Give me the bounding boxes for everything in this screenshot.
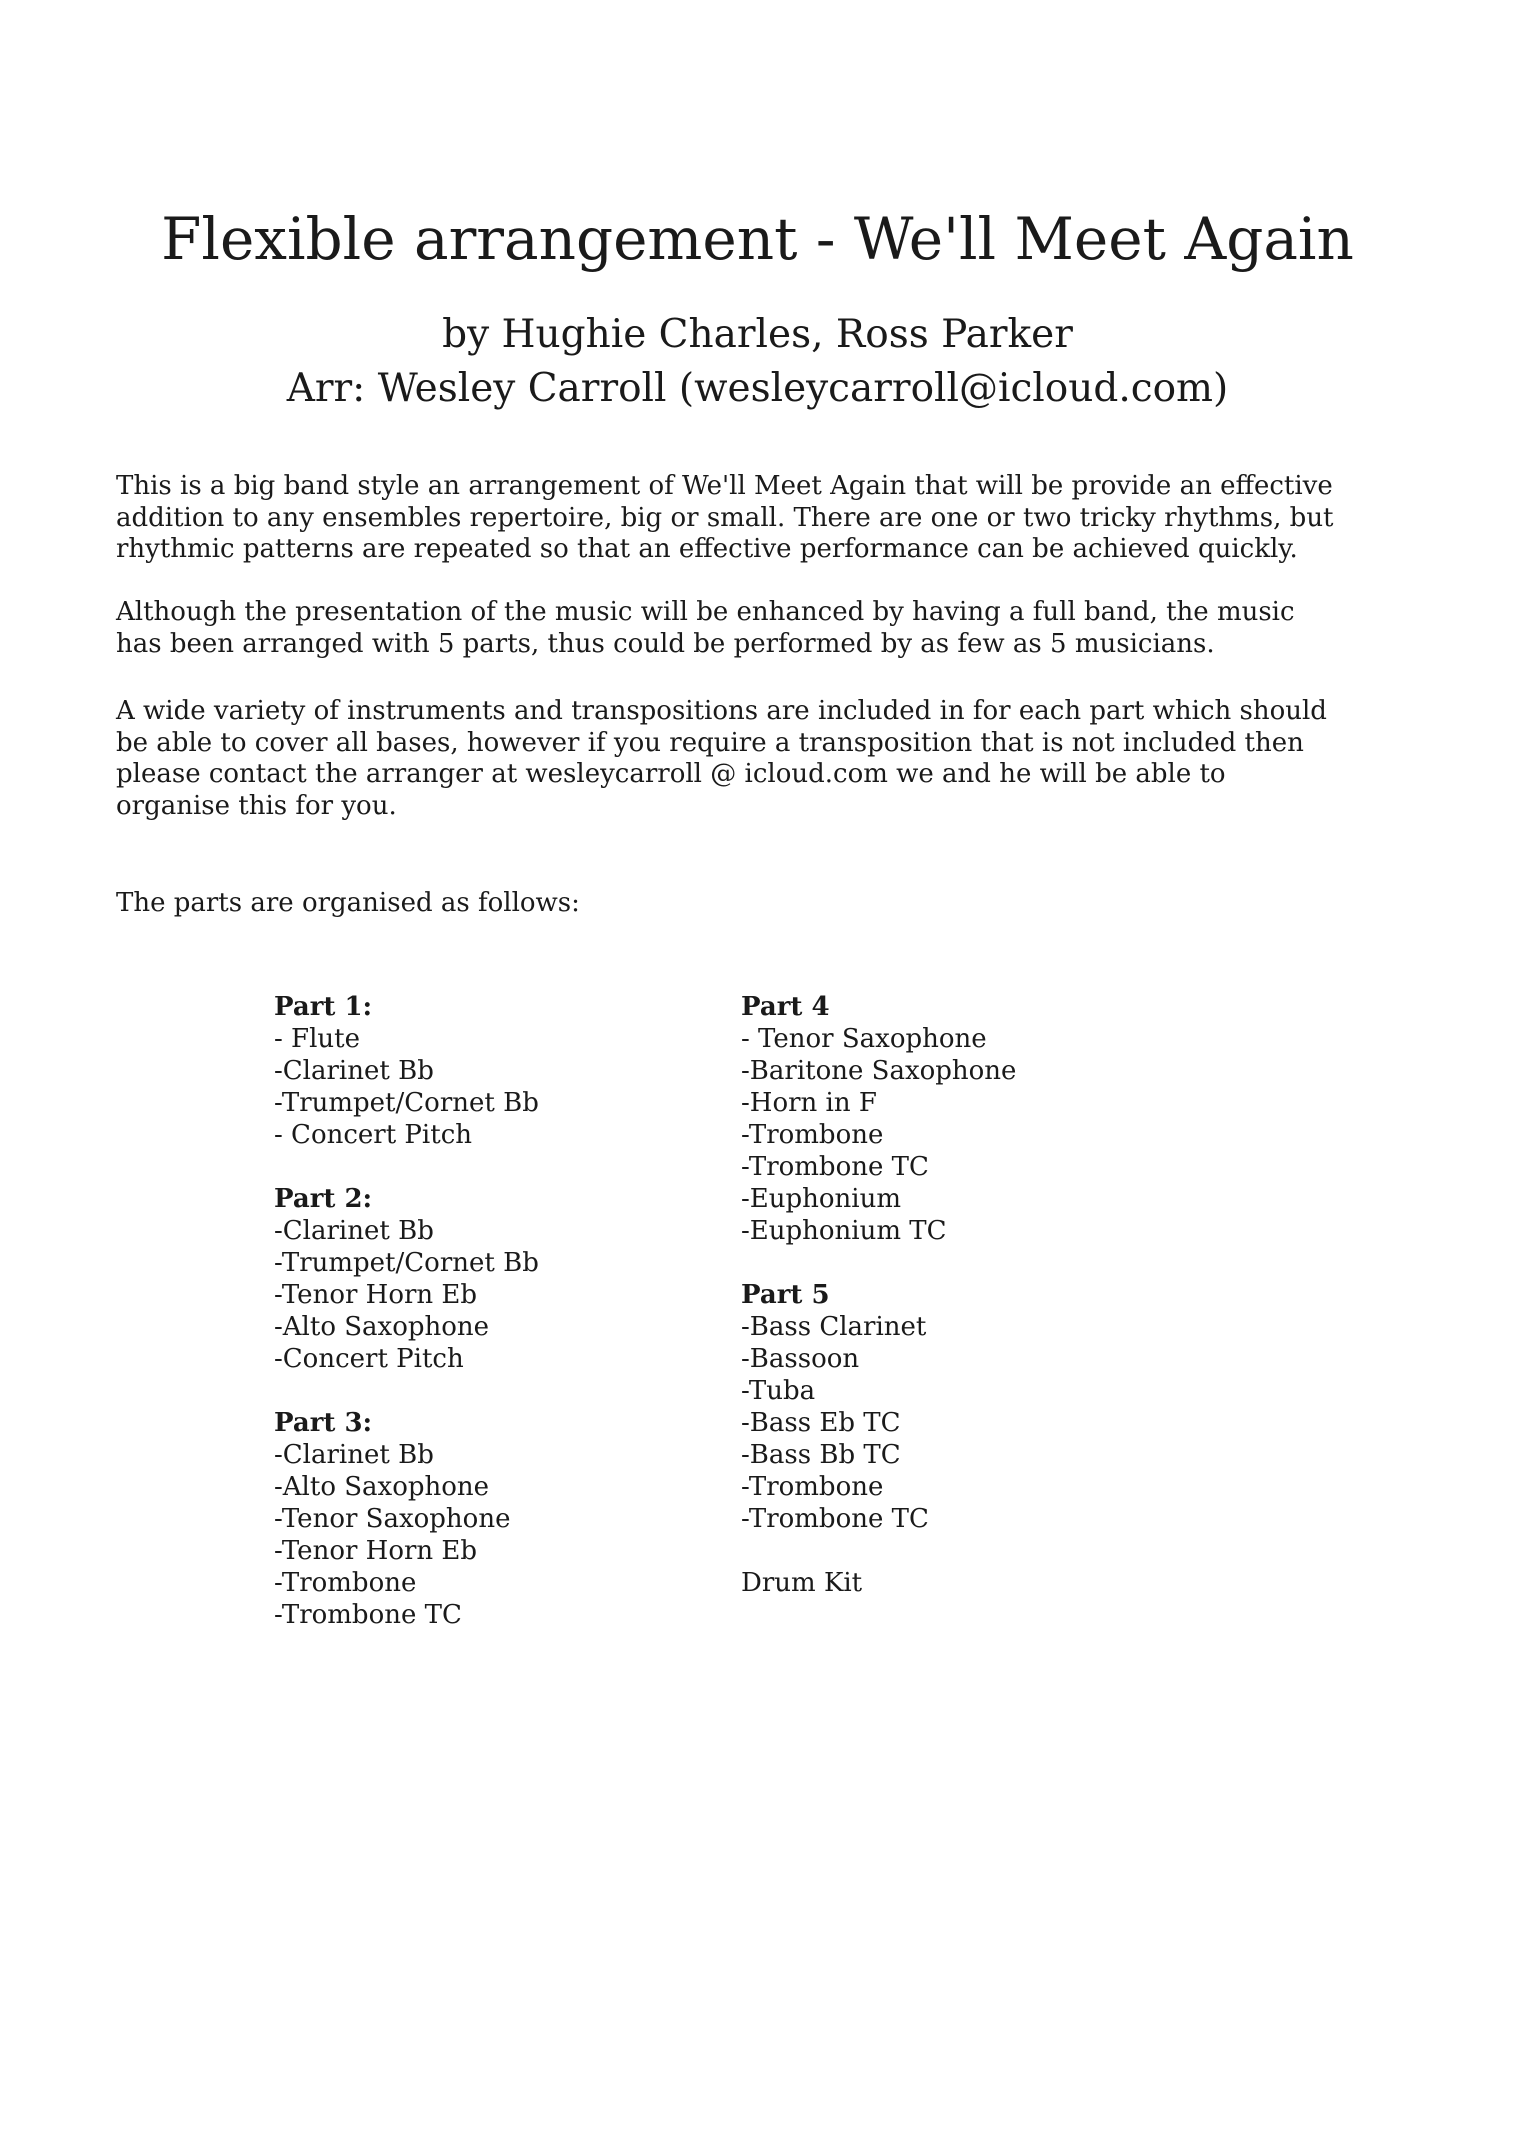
- intro-paragraph: This is a big band style an arrangement of We'll Meet Again that will be provide an effective addition to any ensembles repertoire, big or small. There are one or two tricky rhythms, but rhythmic patterns are repeated so that an effective performance can be achieved quickly.: [116, 471, 1334, 564]
- instrument-item: -Tenor Saxophone: [274, 1504, 511, 1534]
- instrument-item: -Euphonium TC: [741, 1216, 947, 1246]
- instrument-item: -Baritone Saxophone: [741, 1056, 1017, 1086]
- instrument-item: -Trumpet/Cornet Bb: [274, 1088, 539, 1118]
- instrument-item: -Clarinet Bb: [274, 1056, 434, 1086]
- part-heading: Part 3:: [274, 1408, 373, 1438]
- instrument-item: -Bassoon: [741, 1344, 860, 1374]
- instrument-item: -Trombone TC: [741, 1504, 929, 1534]
- part-heading: Part 5: [741, 1280, 830, 1310]
- instrumentation-paragraph: Although the presentation of the music will be enhanced by having a full band, the music has been arranged with 5 parts, thus could be performed by as few as 5 musicians.: [116, 597, 1295, 659]
- instrument-item: -Trombone: [741, 1472, 884, 1502]
- instrument-item: -Clarinet Bb: [274, 1440, 434, 1470]
- instrument-item: -Tenor Horn Eb: [274, 1280, 478, 1310]
- transposition-paragraph: A wide variety of instruments and transpositions are included in for each part which should be able to cover all bases, however if you require a transposition that is not included then please contact the arranger at wesleycarroll @ icloud.com we and he will be able to organise this for you.: [116, 696, 1327, 821]
- instrument-item: -Alto Saxophone: [274, 1472, 490, 1502]
- parts-column-left: [274, 991, 539, 1663]
- instrument-item: -Bass Clarinet: [741, 1312, 927, 1342]
- parts-column-right: [741, 991, 1016, 1631]
- part-3-group: [274, 1407, 539, 1631]
- instrument-item: -Trombone TC: [741, 1152, 929, 1182]
- instrument-item: -Euphonium: [741, 1184, 902, 1214]
- instrument-item: -Horn in F: [741, 1088, 877, 1118]
- drum-kit-item: Drum Kit: [741, 1568, 863, 1598]
- instrument-item: -Trombone: [274, 1568, 417, 1598]
- instrument-item: -Trumpet/Cornet Bb: [274, 1248, 539, 1278]
- part-4-group: [741, 991, 1016, 1247]
- instrument-item: - Tenor Saxophone: [741, 1024, 987, 1054]
- instrument-item: -Bass Eb TC: [741, 1408, 901, 1438]
- arranger-line: Arr: Wesley Carroll (wesleycarroll@icloud.com): [286, 366, 1229, 411]
- part-heading: Part 4: [741, 992, 830, 1022]
- instrument-item: -Bass Bb TC: [741, 1440, 901, 1470]
- composer-byline: by Hughie Charles, Ross Parker: [442, 312, 1073, 357]
- part-5-group: [741, 1279, 1016, 1535]
- parts-intro: The parts are organised as follows:: [116, 888, 580, 918]
- part-heading: Part 2:: [274, 1184, 373, 1214]
- part-1-group: [274, 991, 539, 1151]
- instrument-item: -Concert Pitch: [274, 1344, 464, 1374]
- instrument-item: - Concert Pitch: [274, 1120, 472, 1150]
- part-heading: Part 1:: [274, 992, 373, 1022]
- drum-kit-group: [741, 1567, 1016, 1599]
- instrument-item: - Flute: [274, 1024, 360, 1054]
- instrument-item: -Trombone: [741, 1120, 884, 1150]
- instrument-item: -Alto Saxophone: [274, 1312, 490, 1342]
- instrument-item: -Tenor Horn Eb: [274, 1536, 478, 1566]
- instrument-item: -Clarinet Bb: [274, 1216, 434, 1246]
- part-2-group: [274, 1183, 539, 1375]
- document-title: Flexible arrangement - We'll Meet Again: [161, 205, 1354, 273]
- instrument-item: -Tuba: [741, 1376, 816, 1406]
- instrument-item: -Trombone TC: [274, 1600, 462, 1630]
